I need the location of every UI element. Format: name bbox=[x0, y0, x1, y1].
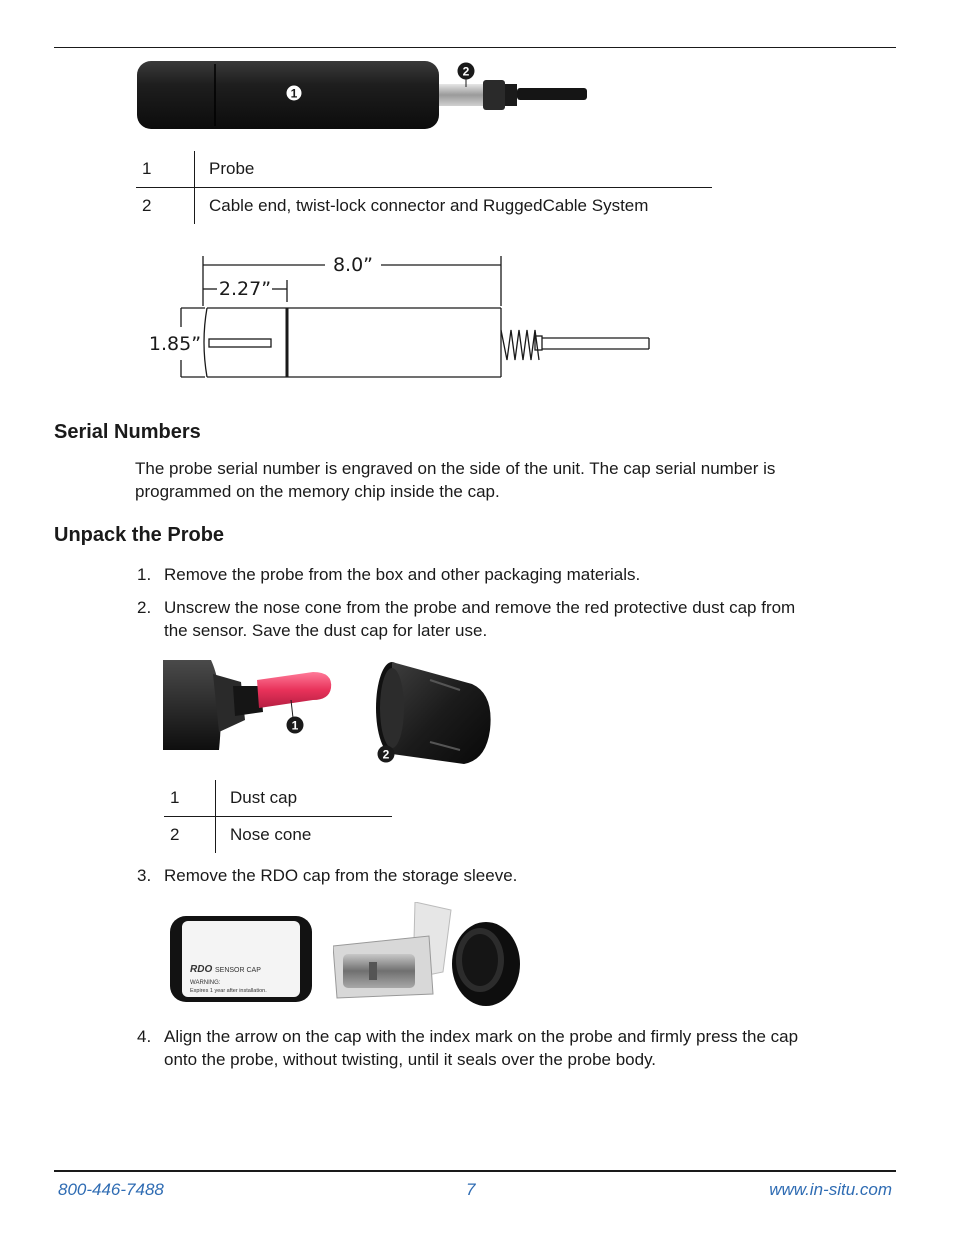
step-number: 3. bbox=[137, 866, 152, 885]
rdo-cap-in-sleeve-photo bbox=[333, 902, 455, 1000]
footer-phone: 800-446-7488 bbox=[58, 1180, 164, 1199]
table-row bbox=[136, 188, 712, 225]
footer-website-link[interactable]: www.in-situ.com bbox=[769, 1180, 892, 1199]
callout-label: Cable end, twist-lock connector and RuggedCable System bbox=[195, 188, 713, 225]
step-text: Remove the RDO cap from the storage sleeve. bbox=[164, 866, 518, 885]
table-row bbox=[164, 780, 392, 817]
serial-numbers-text-line-2: programmed on the memory chip inside the cap. bbox=[135, 482, 500, 501]
callout-number: 2 bbox=[136, 188, 195, 225]
callout-badge-2 bbox=[457, 62, 475, 85]
header-rule bbox=[54, 47, 896, 48]
step-text-continued: the sensor. Save the dust cap for later use. bbox=[164, 621, 488, 640]
sleeve-warning-text: Expires 1 year after installation. bbox=[190, 988, 267, 994]
step-text: Remove the probe from the box and other packaging materials. bbox=[164, 565, 641, 584]
step-number: 2. bbox=[137, 598, 152, 617]
cap-callout-table bbox=[164, 780, 392, 853]
step-2 bbox=[137, 596, 877, 642]
callout-number: 1 bbox=[164, 780, 216, 817]
step-3 bbox=[137, 864, 877, 887]
dimension-drawing bbox=[145, 250, 665, 385]
svg-text:2: 2 bbox=[382, 747, 390, 762]
page-number: 7 bbox=[466, 1180, 476, 1199]
callout-label: Nose cone bbox=[216, 817, 393, 854]
probe-callout-table bbox=[136, 151, 712, 224]
sleeve-warning: WARNING: bbox=[190, 980, 221, 986]
step-1 bbox=[137, 563, 877, 586]
unpack-heading: Unpack the Probe bbox=[54, 524, 225, 546]
serial-numbers-text-line-1: The probe serial number is engraved on the side of the unit. The cap serial number is bbox=[135, 459, 776, 478]
sleeve-title: SENSOR CAP bbox=[215, 967, 261, 974]
serial-numbers-heading: Serial Numbers bbox=[54, 421, 201, 443]
step-text-continued: onto the probe, without twisting, until it seals over the probe body. bbox=[164, 1050, 657, 1069]
svg-text:2: 2 bbox=[462, 64, 470, 79]
callout-number: 1 bbox=[136, 151, 195, 188]
dimension-length: 8.0” bbox=[332, 254, 374, 276]
svg-text:1: 1 bbox=[290, 86, 298, 101]
callout-label: Probe bbox=[209, 159, 255, 178]
step-text: Align the arrow on the cap with the index mark on the probe and firmly press the cap bbox=[164, 1027, 799, 1046]
callout-badge-1 bbox=[285, 84, 303, 107]
footer-rule bbox=[54, 1170, 896, 1172]
callout-number: 2 bbox=[164, 817, 216, 854]
table-row bbox=[136, 151, 712, 188]
table-row bbox=[164, 817, 392, 854]
step-number: 1. bbox=[137, 565, 152, 584]
callout-badge-2 bbox=[377, 745, 395, 768]
step-text: Unscrew the nose cone from the probe and remove the red protective dust cap from bbox=[164, 598, 796, 617]
dimension-cap-length: 2.27” bbox=[218, 278, 272, 300]
svg-text:1: 1 bbox=[291, 718, 299, 733]
callout-badge-1 bbox=[286, 716, 304, 739]
dust-cap-photo bbox=[163, 660, 338, 750]
rdo-cap-photo bbox=[450, 920, 525, 1010]
probe-photo bbox=[135, 58, 590, 134]
storage-sleeve-photo bbox=[170, 916, 312, 1002]
step-number: 4. bbox=[137, 1027, 152, 1046]
dimension-diameter: 1.85” bbox=[148, 333, 202, 355]
sleeve-brand: RDO bbox=[190, 964, 213, 975]
callout-label: Dust cap bbox=[230, 788, 298, 807]
step-4 bbox=[137, 1025, 877, 1071]
